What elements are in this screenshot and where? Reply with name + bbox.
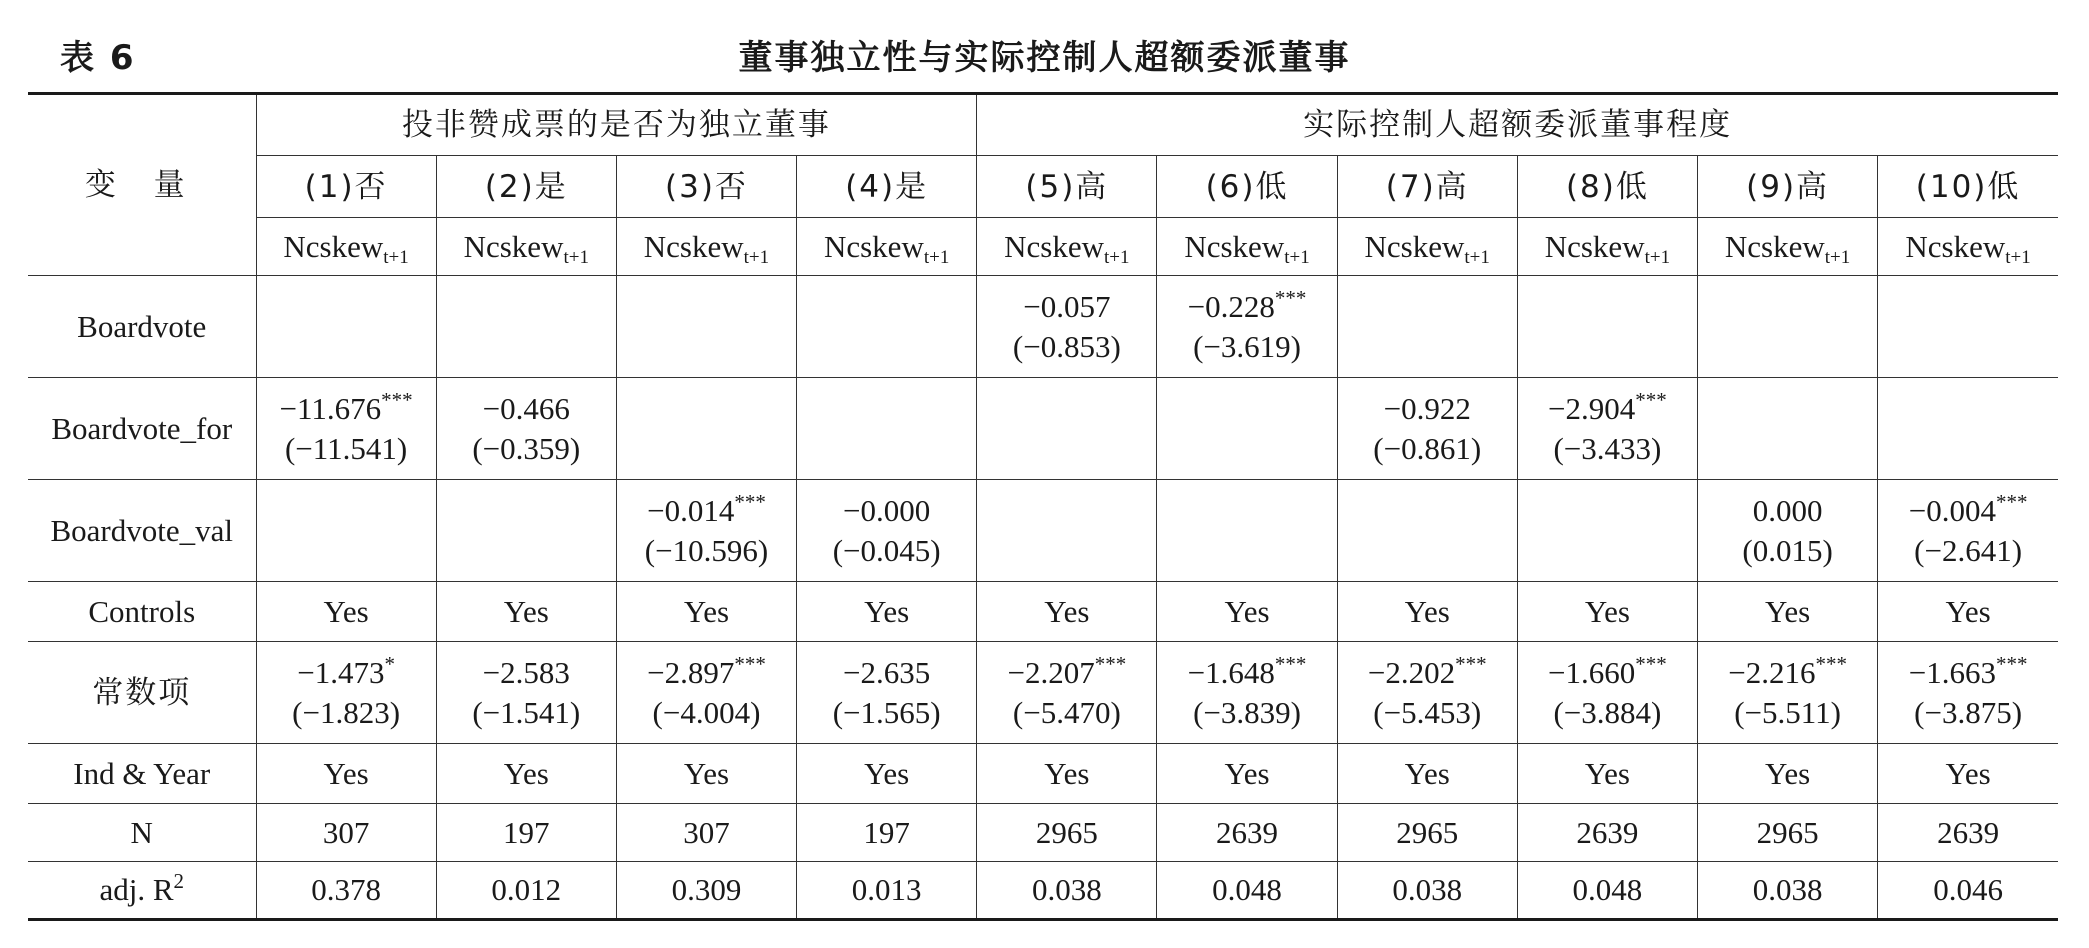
row-boardvote	[28, 276, 2058, 378]
coef-cell	[1878, 276, 2058, 378]
dependent-variable-subscript: t+1	[923, 246, 950, 268]
coef-cell	[797, 480, 977, 582]
significance-stars: ***	[1274, 285, 1307, 310]
coefficient: −2.635	[843, 654, 931, 690]
value-cell: 307	[256, 804, 436, 862]
coefficient: −2.904***	[1548, 387, 1667, 426]
coef-cell	[1157, 642, 1337, 744]
row-label: 常数项	[28, 642, 256, 744]
significance-stars: ***	[1995, 651, 2028, 676]
value-cell: 2965	[1337, 804, 1517, 862]
t-statistic: (−5.470)	[1012, 694, 1121, 730]
row-ind-year	[28, 744, 2058, 804]
row-constant	[28, 642, 2058, 744]
value-cell: Yes	[616, 582, 796, 642]
value-cell: 0.378	[256, 862, 436, 920]
t-statistic: (−4.004)	[652, 694, 761, 730]
value-cell: 0.013	[797, 862, 977, 920]
coefficient: −0.000	[843, 492, 931, 528]
dependent-variable-subscript: t+1	[2005, 246, 2031, 268]
column-header: (1)否	[256, 156, 436, 218]
coefficient: −2.583	[482, 654, 570, 690]
column-header: (7)高	[1337, 156, 1517, 218]
dependent-variable-subscript: t+1	[1824, 246, 1851, 268]
regression-table	[28, 92, 2058, 921]
coef-cell	[797, 378, 977, 480]
coef-cell	[1878, 378, 2058, 480]
significance-stars: ***	[734, 489, 766, 514]
t-statistic: (−3.884)	[1553, 694, 1662, 730]
significance-stars: ***	[1094, 651, 1127, 676]
dependent-variable-cell: Ncskew$_{t+1}$	[436, 218, 616, 276]
column-header: (3)否	[616, 156, 796, 218]
value-cell: 2639	[1517, 804, 1697, 862]
dependent-variable-cell: Ncskew$_{t+1}$	[1517, 218, 1697, 276]
row-boardvote-for	[28, 378, 2058, 480]
t-statistic: (−3.619)	[1193, 328, 1301, 364]
dependent-variable-subscript: t+1	[563, 246, 589, 268]
coef-cell	[1337, 276, 1517, 378]
coef-cell	[797, 276, 977, 378]
coefficient: −2.207***	[1007, 651, 1127, 690]
dependent-variable-cell: Ncskew$_{t+1}$	[616, 218, 796, 276]
coefficient: −1.660***	[1548, 651, 1667, 690]
coefficient: −1.648***	[1187, 651, 1307, 690]
dependent-variable-cell: Ncskew$_{t+1}$	[977, 218, 1157, 276]
t-statistic: (−10.596)	[644, 532, 769, 568]
t-statistic: (−2.641)	[1914, 532, 2023, 568]
header-row-columns	[28, 156, 2058, 218]
significance-stars: ***	[1995, 489, 2028, 514]
coef-cell	[1517, 276, 1697, 378]
coefficient: −0.004***	[1908, 489, 2028, 528]
coef-cell	[256, 276, 436, 378]
column-header: (10)低	[1878, 156, 2058, 218]
significance-stars: ***	[1274, 651, 1307, 676]
column-header: (9)高	[1698, 156, 1878, 218]
dependent-variable-cell: Ncskew$_{t+1}$	[1157, 218, 1337, 276]
coef-cell	[436, 480, 616, 582]
table-number: 表 6	[60, 38, 136, 78]
coefficient: −2.897***	[647, 651, 766, 690]
value-cell: 2965	[977, 804, 1157, 862]
table-title: 董事独立性与实际控制人超额委派董事	[738, 38, 1351, 78]
significance-stars: ***	[1635, 651, 1667, 676]
value-cell: Yes	[977, 744, 1157, 804]
t-statistic: (−0.359)	[472, 430, 581, 466]
significance-stars: *	[384, 651, 395, 676]
header-row-groups	[28, 94, 2058, 156]
column-header: (8)低	[1517, 156, 1697, 218]
dependent-variable-cell: Ncskew$_{t+1}$	[1337, 218, 1517, 276]
row-label: Boardvote_val	[28, 480, 256, 582]
coef-cell	[1698, 642, 1878, 744]
significance-stars: ***	[1455, 651, 1487, 676]
coefficient: −0.466	[482, 390, 570, 426]
row-label: adj. $R^2$	[28, 862, 256, 920]
t-statistic: (−3.839)	[1193, 694, 1301, 730]
value-cell: 197	[797, 804, 977, 862]
coef-cell	[256, 642, 436, 744]
value-cell: Yes	[1517, 744, 1697, 804]
dependent-variable-subscript: t+1	[1104, 246, 1130, 268]
value-cell: 0.038	[1698, 862, 1878, 920]
value-cell: 2965	[1698, 804, 1878, 862]
coef-cell	[616, 642, 796, 744]
significance-stars: ***	[1815, 651, 1847, 676]
coef-cell	[977, 276, 1157, 378]
coef-cell	[436, 276, 616, 378]
column-header: (6)低	[1157, 156, 1337, 218]
value-cell: Yes	[1698, 744, 1878, 804]
coefficient: −2.216***	[1728, 651, 1847, 690]
value-cell: Yes	[1878, 744, 2058, 804]
t-statistic: (−0.853)	[1012, 328, 1121, 364]
group-header: 实际控制人超额委派董事程度	[977, 94, 2058, 156]
coefficient: −0.057	[1023, 288, 1111, 324]
coef-cell	[1517, 378, 1697, 480]
value-cell: 0.038	[1337, 862, 1517, 920]
group-header: 投非赞成票的是否为独立董事	[256, 94, 977, 156]
coef-cell	[436, 378, 616, 480]
coefficient: 0.000	[1752, 492, 1823, 528]
value-cell: Yes	[797, 582, 977, 642]
coef-cell	[1517, 642, 1697, 744]
dependent-variable-subscript: t+1	[1284, 246, 1310, 268]
coef-cell	[797, 642, 977, 744]
column-header: (5)高	[977, 156, 1157, 218]
coef-cell	[977, 642, 1157, 744]
coef-cell	[1698, 276, 1878, 378]
variable-header: 变 量	[28, 94, 256, 276]
value-cell: Yes	[616, 744, 796, 804]
t-statistic: (−3.433)	[1553, 430, 1662, 466]
coef-cell	[256, 378, 436, 480]
coef-cell	[1878, 480, 2058, 582]
coef-cell	[1157, 480, 1337, 582]
value-cell: Yes	[977, 582, 1157, 642]
significance-stars: ***	[1635, 387, 1667, 412]
significance-stars: ***	[734, 651, 766, 676]
dependent-variable-subscript: t+1	[1464, 246, 1490, 268]
t-statistic: (−3.875)	[1914, 694, 2023, 730]
value-cell: Yes	[797, 744, 977, 804]
value-cell: 0.038	[977, 862, 1157, 920]
row-boardvote-val	[28, 480, 2058, 582]
row-label: N	[28, 804, 256, 862]
t-statistic: (−5.511)	[1734, 694, 1841, 730]
value-cell: Yes	[256, 582, 436, 642]
coefficient: −0.014***	[647, 489, 766, 528]
value-cell: Yes	[1337, 582, 1517, 642]
value-cell: Yes	[1337, 744, 1517, 804]
dependent-variable-cell: Ncskew$_{t+1}$	[797, 218, 977, 276]
coef-cell	[1517, 480, 1697, 582]
coef-cell	[1698, 480, 1878, 582]
value-cell: 2639	[1157, 804, 1337, 862]
t-statistic: (−11.541)	[284, 430, 408, 466]
coef-cell	[977, 378, 1157, 480]
column-header: (2)是	[436, 156, 616, 218]
coefficient: −1.473*	[297, 651, 395, 690]
dependent-variable-subscript: t+1	[383, 246, 409, 268]
value-cell: Yes	[1698, 582, 1878, 642]
coef-cell	[1337, 378, 1517, 480]
row-controls	[28, 582, 2058, 642]
value-cell: 0.048	[1157, 862, 1337, 920]
value-cell: Yes	[1517, 582, 1697, 642]
row-adj-r2	[28, 862, 2058, 920]
coef-cell	[256, 480, 436, 582]
value-cell: 0.012	[436, 862, 616, 920]
coef-cell	[436, 642, 616, 744]
value-cell: Yes	[436, 582, 616, 642]
coefficient: −0.922	[1383, 390, 1471, 426]
value-cell: 0.309	[616, 862, 796, 920]
coef-cell	[616, 480, 796, 582]
t-statistic: (0.015)	[1742, 532, 1833, 568]
value-cell: Yes	[1157, 582, 1337, 642]
coef-cell	[1337, 642, 1517, 744]
value-cell: 307	[616, 804, 796, 862]
value-cell: 0.048	[1517, 862, 1697, 920]
dependent-variable-subscript: t+1	[743, 246, 770, 268]
header-row-dependent-variable	[28, 218, 2058, 276]
row-label: Ind & Year	[28, 744, 256, 804]
coef-cell	[1337, 480, 1517, 582]
row-n	[28, 804, 2058, 862]
coef-cell	[977, 480, 1157, 582]
dependent-variable-cell: Ncskew$_{t+1}$	[256, 218, 436, 276]
coef-cell	[1698, 378, 1878, 480]
t-statistic: (−5.453)	[1373, 694, 1482, 730]
t-statistic: (−0.045)	[832, 532, 941, 568]
coef-cell	[1878, 642, 2058, 744]
row-label: Controls	[28, 582, 256, 642]
value-cell: 2639	[1878, 804, 2058, 862]
coefficient: −1.663***	[1908, 651, 2028, 690]
value-cell: Yes	[256, 744, 436, 804]
t-statistic: (−1.541)	[472, 694, 581, 730]
coef-cell	[1157, 378, 1337, 480]
coefficient: −11.676***	[279, 387, 413, 426]
t-statistic: (−1.823)	[292, 694, 401, 730]
row-label: Boardvote	[28, 276, 256, 378]
coef-cell	[1157, 276, 1337, 378]
dependent-variable-cell: Ncskew$_{t+1}$	[1878, 218, 2058, 276]
coef-cell	[616, 378, 796, 480]
dependent-variable-cell: Ncskew$_{t+1}$	[1698, 218, 1878, 276]
value-cell: 197	[436, 804, 616, 862]
t-statistic: (−1.565)	[832, 694, 941, 730]
dependent-variable-subscript: t+1	[1644, 246, 1671, 268]
t-statistic: (−0.861)	[1373, 430, 1482, 466]
value-cell: Yes	[1878, 582, 2058, 642]
significance-stars: ***	[381, 387, 413, 412]
coef-cell	[616, 276, 796, 378]
column-header: (4)是	[797, 156, 977, 218]
value-cell: Yes	[436, 744, 616, 804]
coefficient: −2.202***	[1367, 651, 1487, 690]
coefficient: −0.228***	[1187, 285, 1307, 324]
value-cell: 0.046	[1878, 862, 2058, 920]
label-superscript: 2	[173, 869, 185, 893]
row-label: Boardvote_for	[28, 378, 256, 480]
value-cell: Yes	[1157, 744, 1337, 804]
